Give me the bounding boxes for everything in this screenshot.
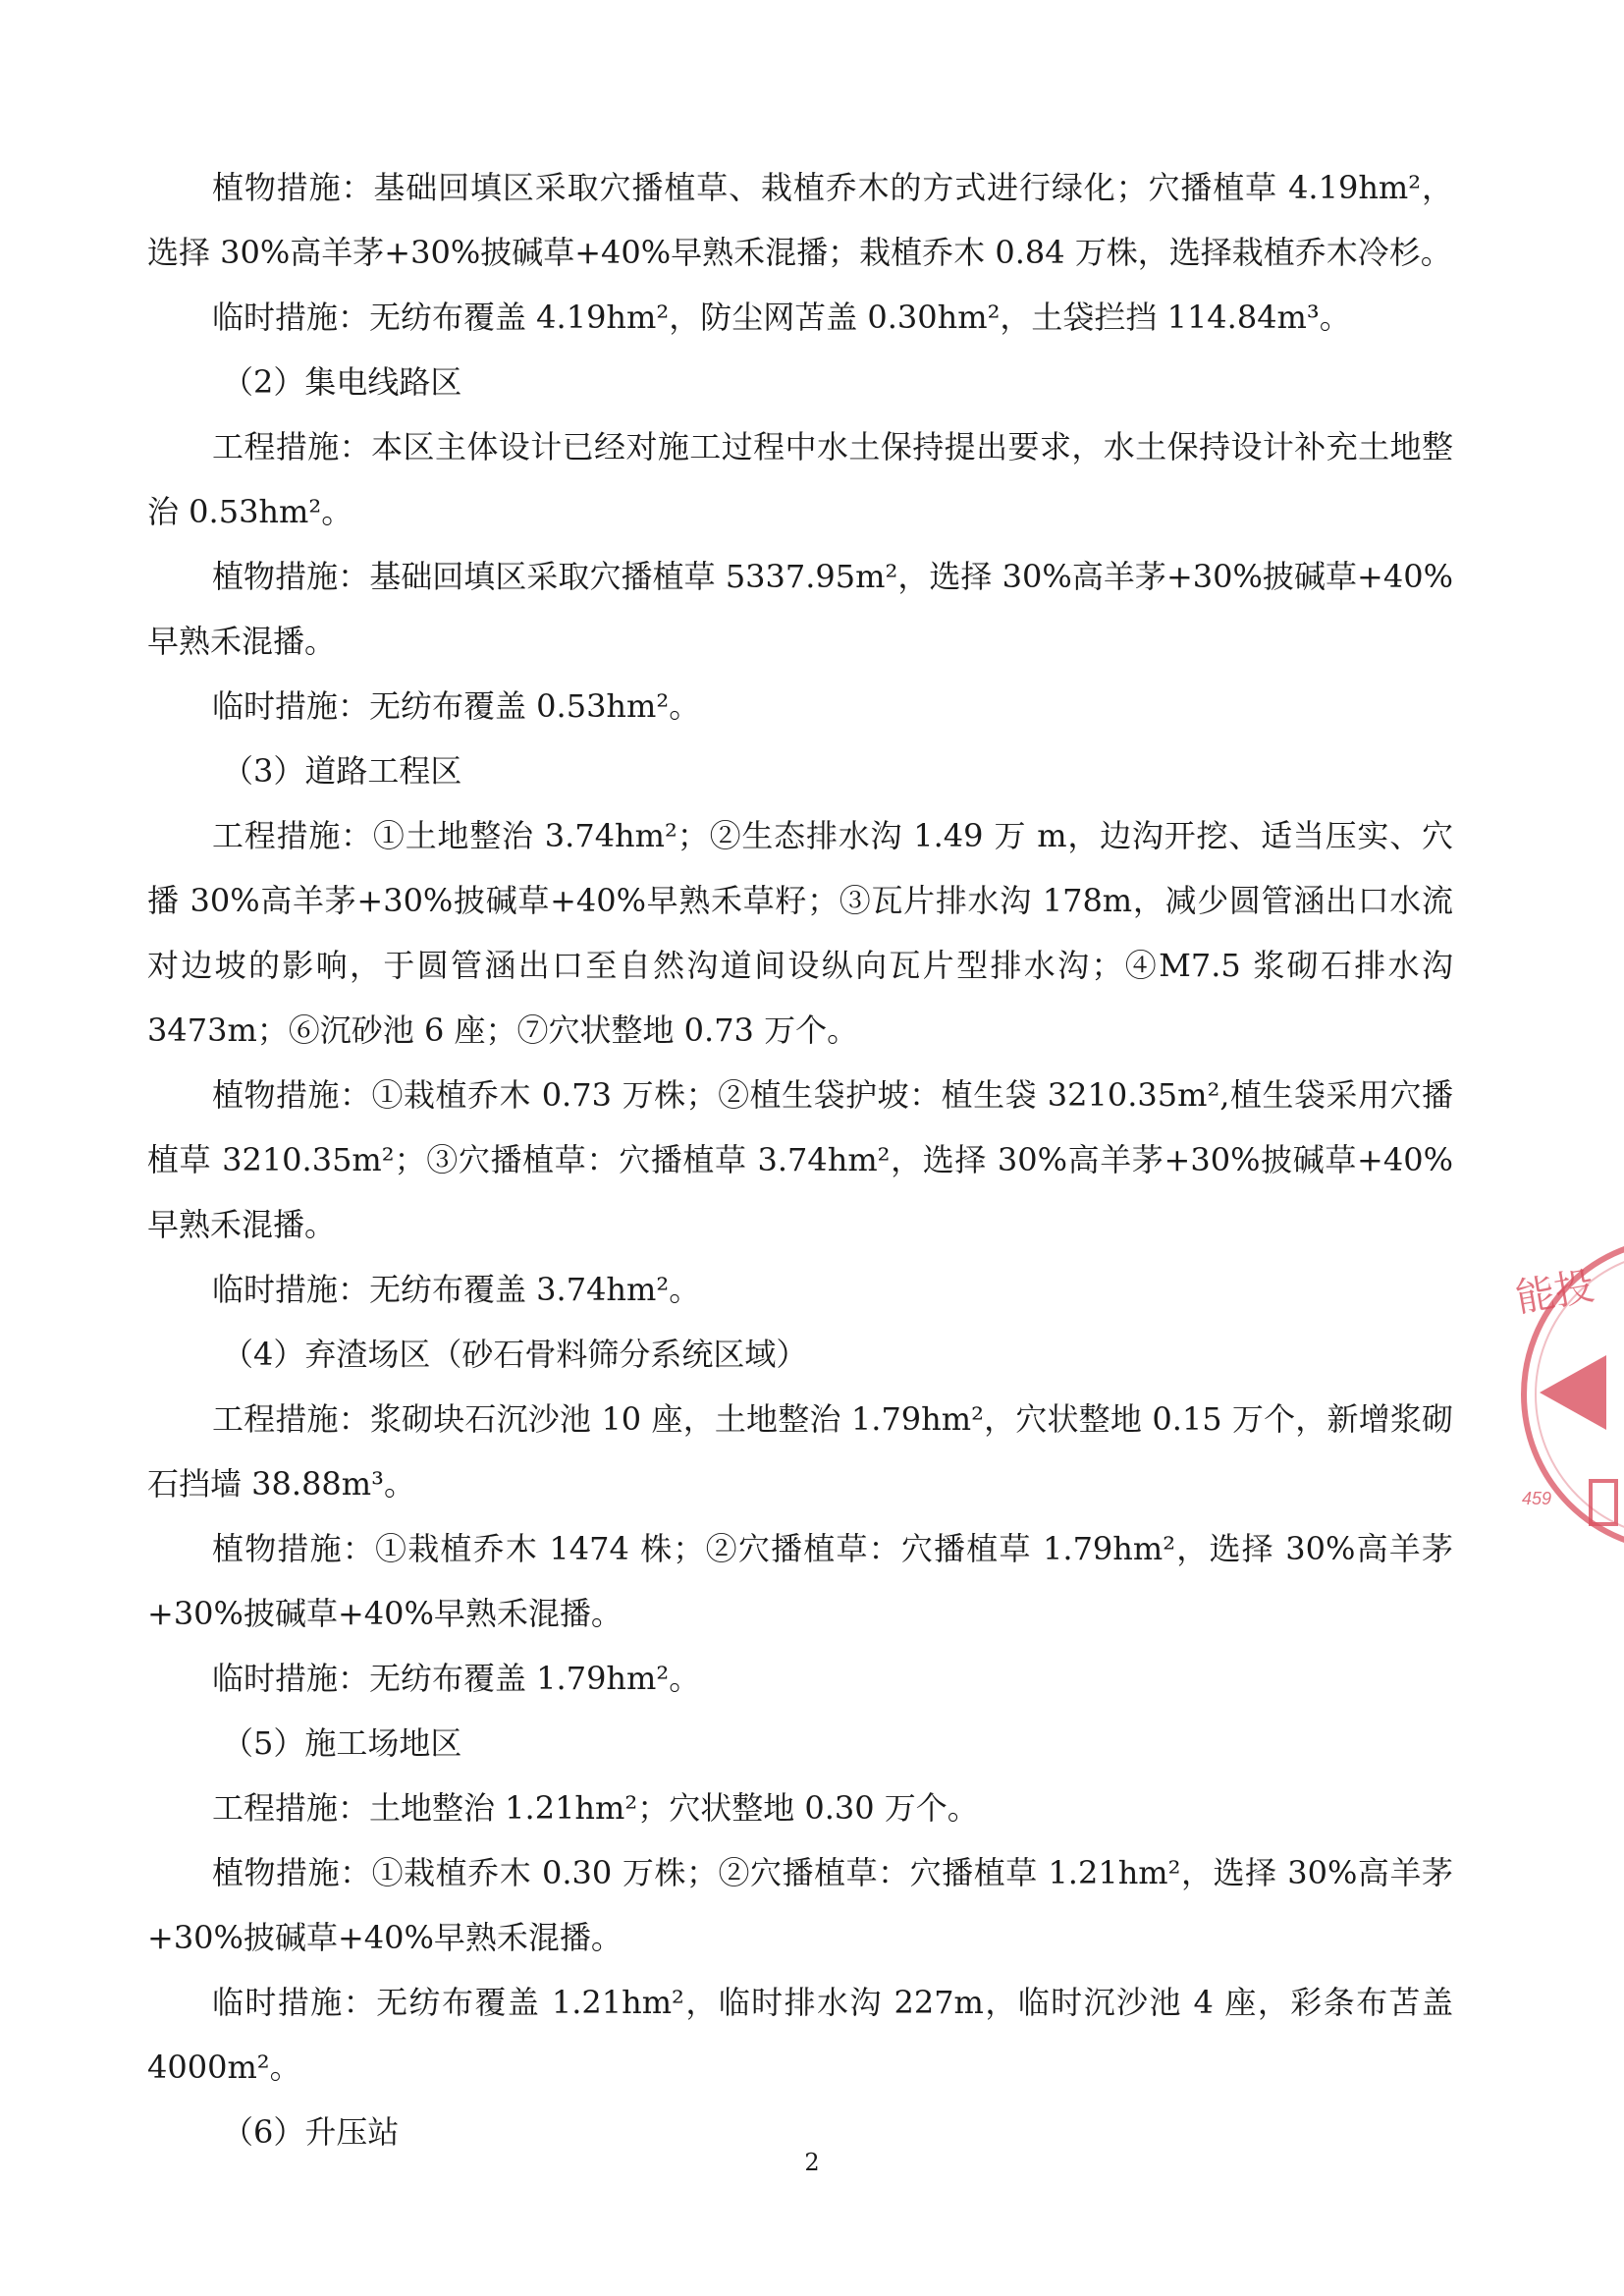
paragraph-engineering-measures: 工程措施：土地整治 1.21hm²；穴状整地 0.30 万个。 <box>212 1789 979 1827</box>
paragraph-plant-measures: 植物措施：①栽植乔木 1474 株；②穴播植草：穴播植草 1.79hm²，选择 30%高羊茅+30%披碱草+40%早熟禾混播。 <box>147 1530 1453 1632</box>
section-heading-road-engineering: （3）道路工程区 <box>222 752 462 790</box>
paragraph-plant-measures: 植物措施：①栽植乔木 0.73 万株；②植生袋护坡：植生袋 3210.35m²,植生袋采用穴播植草 3210.35m²；③穴播植草：穴播植草 3.74hm²，选择 30%高羊茅+30%披碱草+40%早熟禾混播。 <box>147 1076 1453 1243</box>
paragraph-temporary-measures: 临时措施：无纺布覆盖 1.79hm²。 <box>212 1660 701 1697</box>
section-heading-booster-station: （6）升压站 <box>222 2113 400 2151</box>
page-number: 2 <box>804 2149 820 2176</box>
section-heading-spoil-area: （4）弃渣场区（砂石骨料筛分系统区域） <box>222 1336 808 1373</box>
page-body <box>147 155 1453 2164</box>
red-seal-stamp-icon <box>1512 1228 1624 1561</box>
paragraph-engineering-measures: 工程措施：本区主体设计已经对施工过程中水土保持提出要求，水土保持设计补充土地整治 0.53hm²。 <box>147 428 1453 530</box>
paragraph-plant-measures-foundation: 植物措施：基础回填区采取穴播植草、栽植乔木的方式进行绿化；穴播植草 4.19hm²，选择 30%高羊茅+30%披碱草+40%早熟禾混播；栽植乔木 0.84 万株，选择栽植乔木冷杉。 <box>147 169 1453 271</box>
section-heading-collector-line: （2）集电线路区 <box>222 363 462 401</box>
paragraph-temporary-measures: 临时措施：无纺布覆盖 1.21hm²，临时排水沟 227m，临时沉沙池 4 座，彩条布苫盖 4000m²。 <box>147 1984 1453 2086</box>
svg-text:459: 459 <box>1522 1489 1552 1508</box>
section-heading-construction-site: （5）施工场地区 <box>222 1724 462 1762</box>
paragraph-engineering-measures: 工程措施：浆砌块石沉沙池 10 座，土地整治 1.79hm²，穴状整地 0.15 万个，新增浆砌石挡墙 38.88m³。 <box>147 1400 1453 1503</box>
paragraph-temporary-measures: 临时措施：无纺布覆盖 4.19hm²，防尘网苫盖 0.30hm²，土袋拦挡 114.84m³。 <box>212 299 1351 336</box>
paragraph-temporary-measures: 临时措施：无纺布覆盖 3.74hm²。 <box>212 1271 701 1308</box>
svg-text:能投: 能投 <box>1512 1263 1597 1321</box>
paragraph-temporary-measures: 临时措施：无纺布覆盖 0.53hm²。 <box>212 687 701 725</box>
paragraph-plant-measures: 植物措施：①栽植乔木 0.30 万株；②穴播植草：穴播植草 1.21hm²，选择 30%高羊茅+30%披碱草+40%早熟禾混播。 <box>147 1854 1453 1956</box>
paragraph-plant-measures: 植物措施：基础回填区采取穴播植草 5337.95m²，选择 30%高羊茅+30%披碱草+40%早熟禾混播。 <box>147 558 1453 660</box>
paragraph-engineering-measures: 工程措施：①土地整治 3.74hm²；②生态排水沟 1.49 万 m，边沟开挖、适当压实、穴播 30%高羊茅+30%披碱草+40%早熟禾草籽；③瓦片排水沟 178m，减少圆管涵出口水流对边坡的影响，于圆管涵出口至自然沟道间设纵向瓦片型排水沟；④M7.5 浆砌石排水沟 3473m；⑥沉砂池 6 座；⑦穴状整地 0.73 万个。 <box>147 817 1453 1049</box>
